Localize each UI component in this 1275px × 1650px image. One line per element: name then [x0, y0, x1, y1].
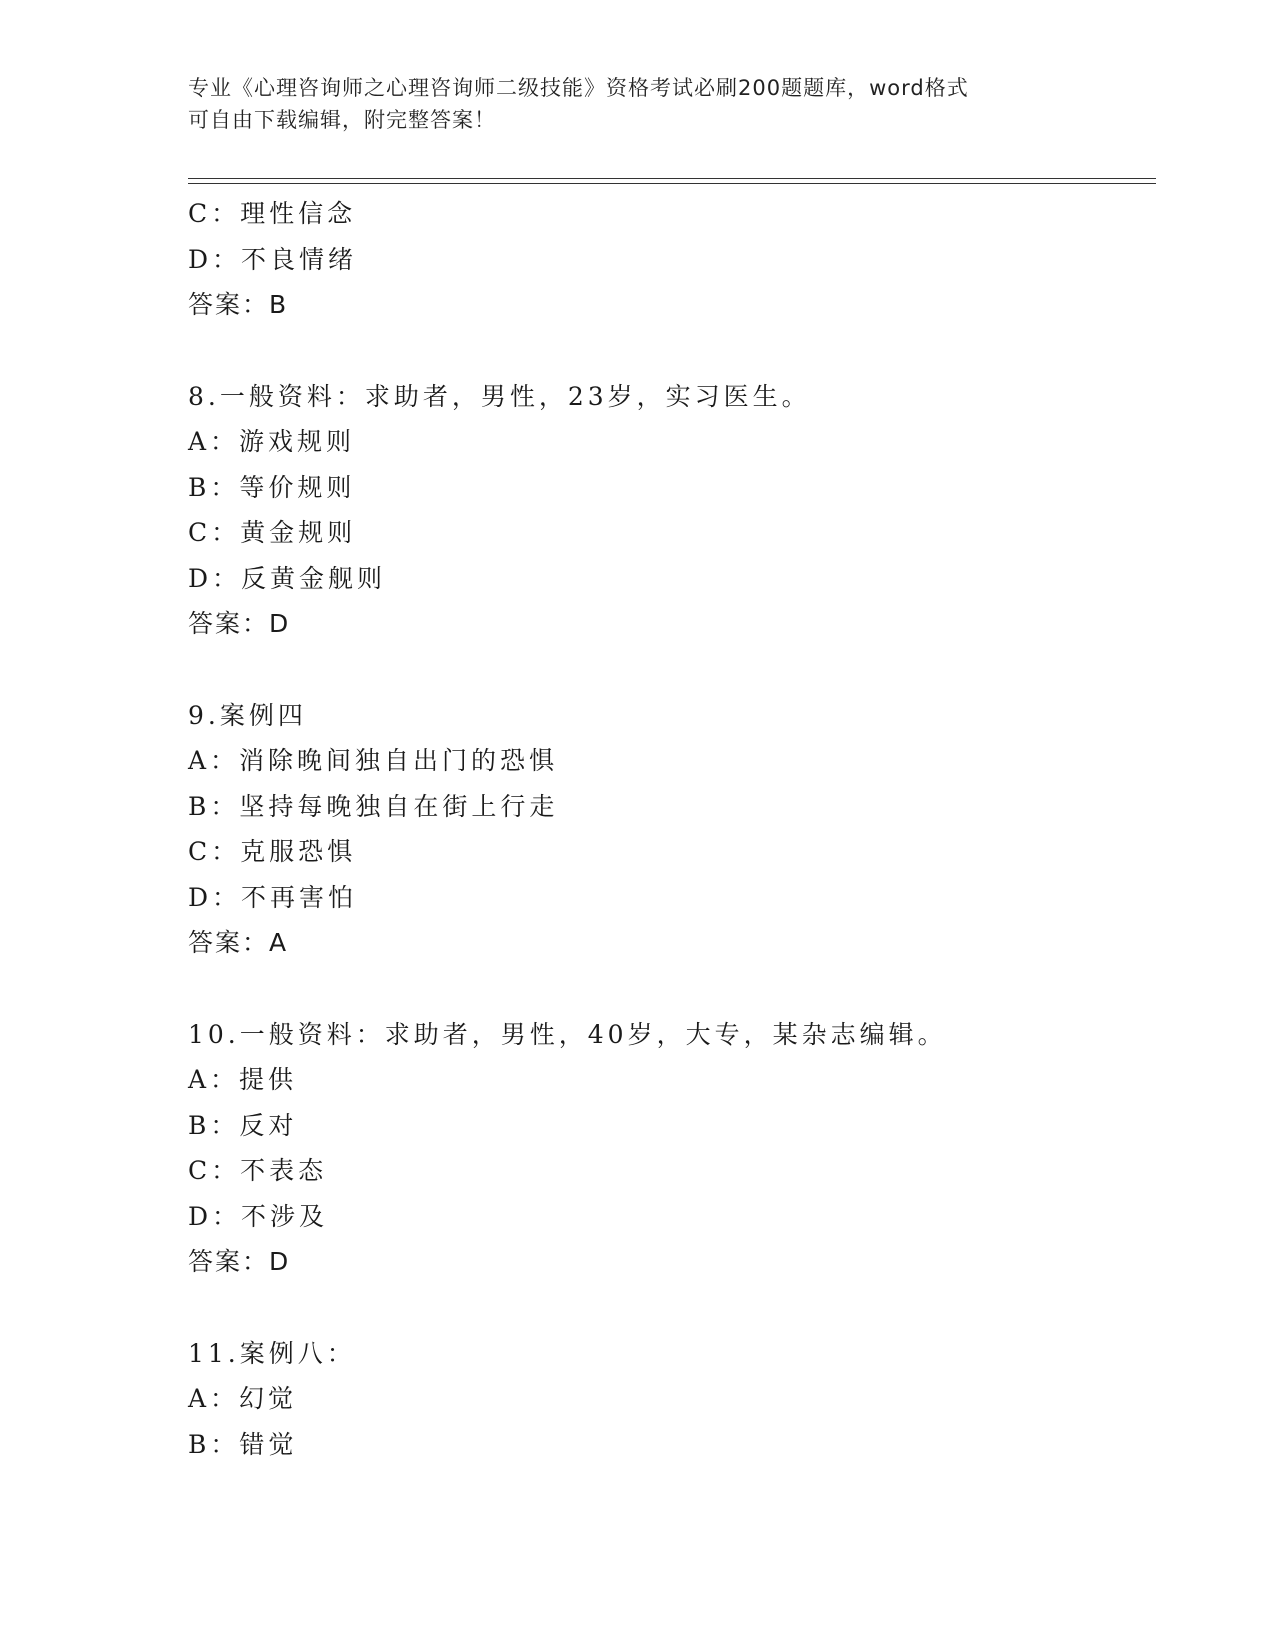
document-header	[188, 72, 1068, 136]
question-9-option-d: D：不再害怕	[188, 882, 358, 912]
question-11: 11.案例八：	[188, 1338, 356, 1368]
spacer	[188, 328, 1148, 374]
answer-line: 答案：B	[188, 290, 289, 319]
question-10-option-b: B：反对	[188, 1110, 298, 1140]
option-d: D：不良情绪	[188, 244, 358, 274]
question-10-option-a: A：提供	[188, 1065, 298, 1094]
question-10-answer: 答案：D	[188, 1247, 291, 1276]
question-8: 8.一般资料：求助者，男性，23岁，实习医生。	[188, 381, 811, 411]
question-list	[188, 191, 1148, 1467]
question-8-option-d: D：反黄金舰则	[188, 563, 387, 593]
question-8-option-b: B：等价规则	[188, 472, 356, 502]
spacer	[188, 966, 1148, 1012]
question-8-option-c: C：黄金规则	[188, 518, 357, 547]
question-9-option-b: B：坚持每晚独自在街上行走	[188, 791, 559, 821]
option-c: C：理性信念	[188, 199, 357, 228]
header-divider-top	[188, 178, 1156, 179]
header-title-line-2: 可自由下载编辑，附完整答案！	[188, 108, 496, 132]
question-8-option-a: A：游戏规则	[188, 427, 356, 456]
header-title-line-1: 专业《心理咨询师之心理咨询师二级技能》资格考试必刷200题题库，word格式	[188, 76, 969, 100]
question-9-option-c: C：克服恐惧	[188, 837, 357, 866]
spacer	[188, 1285, 1148, 1331]
question-11-option-a: A：幻觉	[188, 1384, 298, 1413]
question-10: 10.一般资料：求助者，男性，40岁，大专，某杂志编辑。	[188, 1019, 947, 1049]
question-10-option-d: D：不涉及	[188, 1201, 329, 1231]
question-10-option-c: C：不表态	[188, 1156, 328, 1185]
question-8-answer: 答案：D	[188, 609, 291, 638]
question-9-option-a: A：消除晚间独自出门的恐惧	[188, 746, 559, 775]
question-11-option-b: B：错觉	[188, 1429, 298, 1459]
question-9-answer: 答案：A	[188, 928, 289, 957]
question-9: 9.案例四	[188, 700, 307, 730]
header-divider-bottom	[188, 183, 1156, 184]
spacer	[188, 647, 1148, 693]
